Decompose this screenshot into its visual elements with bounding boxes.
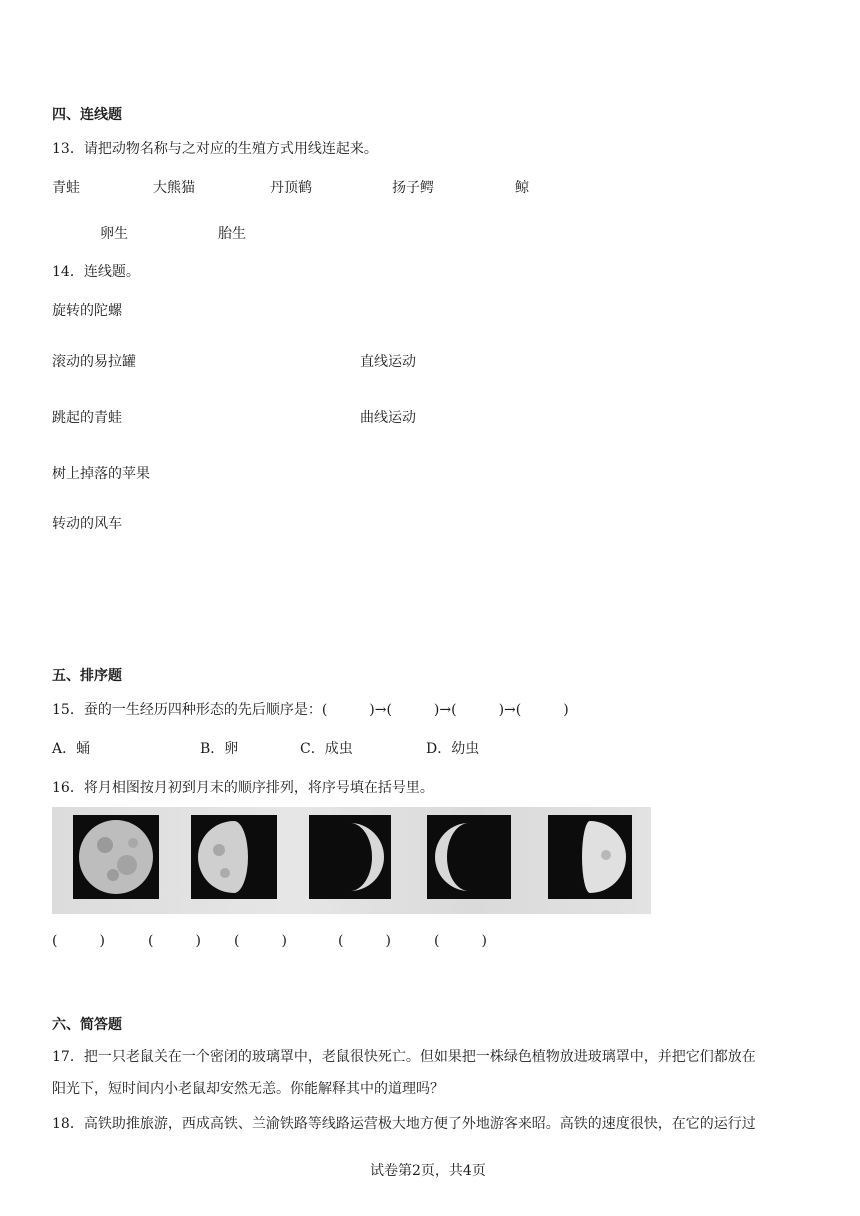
question-14-text: 14．连线题。 (52, 264, 140, 280)
animal-label: 丹顶鹤 (270, 180, 312, 196)
motion-item-label: 树上掉落的苹果 (52, 466, 150, 482)
motion-item-label: 跳起的青蛙 (52, 410, 122, 426)
page-footer: 试卷第2页，共4页 (370, 1163, 486, 1179)
answer-blank[interactable]: ( ) (52, 933, 105, 949)
question-17-text: 阳光下，短时间内小老鼠却安然无恙。你能解释其中的道理吗？ (52, 1081, 444, 1097)
answer-option: A．蛹 (52, 741, 91, 757)
motion-item-label: 旋转的陀螺 (52, 303, 122, 319)
motion-item-label: 转动的风车 (52, 516, 122, 532)
reproduction-mode-label: 卵生 (100, 226, 128, 242)
motion-item-label: 滚动的易拉罐 (52, 354, 136, 370)
answer-option: B．卵 (200, 741, 239, 757)
motion-type-label: 曲线运动 (360, 410, 416, 426)
reproduction-mode-label: 胎生 (218, 226, 246, 242)
question-18-text: 18．高铁助推旅游，西成高铁、兰渝铁路等线路运营极大地方便了外地游客来昭。高铁的速度很快，在它的运行过 (52, 1116, 756, 1132)
section-title-short-answer: 六、简答题 (52, 1017, 122, 1033)
moon-phase-photo (52, 807, 651, 914)
answer-blank[interactable]: ( ) (434, 933, 487, 949)
answer-blank[interactable]: ( ) (234, 933, 287, 949)
answer-blank[interactable]: ( ) (338, 933, 391, 949)
answer-blank[interactable]: ( ) (148, 933, 201, 949)
question-16-text: 16．将月相图按月初到月末的顺序排列，将序号填在括号里。 (52, 780, 434, 796)
waxing-crescent-icon (427, 815, 511, 899)
section-title-matching: 四、连线题 (52, 107, 122, 123)
waning-crescent-icon (309, 815, 391, 899)
question-15-text: 15．蚕的一生经历四种形态的先后顺序是：( )→( )→( )→( ) (52, 702, 569, 718)
animal-label: 鲸 (515, 180, 529, 196)
answer-option: C．成虫 (300, 741, 353, 757)
question-13-text: 13．请把动物名称与之对应的生殖方式用线连起来。 (52, 141, 378, 157)
animal-label: 大熊猫 (153, 180, 195, 196)
full-moon-icon (73, 815, 159, 899)
waning-gibbous-icon (191, 815, 277, 899)
question-17-text: 17．把一只老鼠关在一个密闭的玻璃罩中，老鼠很快死亡。但如果把一株绿色植物放进玻璃罩中，并把它们都放在 (52, 1049, 756, 1065)
animal-label: 青蛙 (52, 180, 80, 196)
answer-option: D．幼虫 (426, 741, 480, 757)
section-title-ordering: 五、排序题 (52, 668, 122, 684)
motion-type-label: 直线运动 (360, 354, 416, 370)
first-quarter-icon (548, 815, 632, 899)
animal-label: 扬子鳄 (392, 180, 434, 196)
